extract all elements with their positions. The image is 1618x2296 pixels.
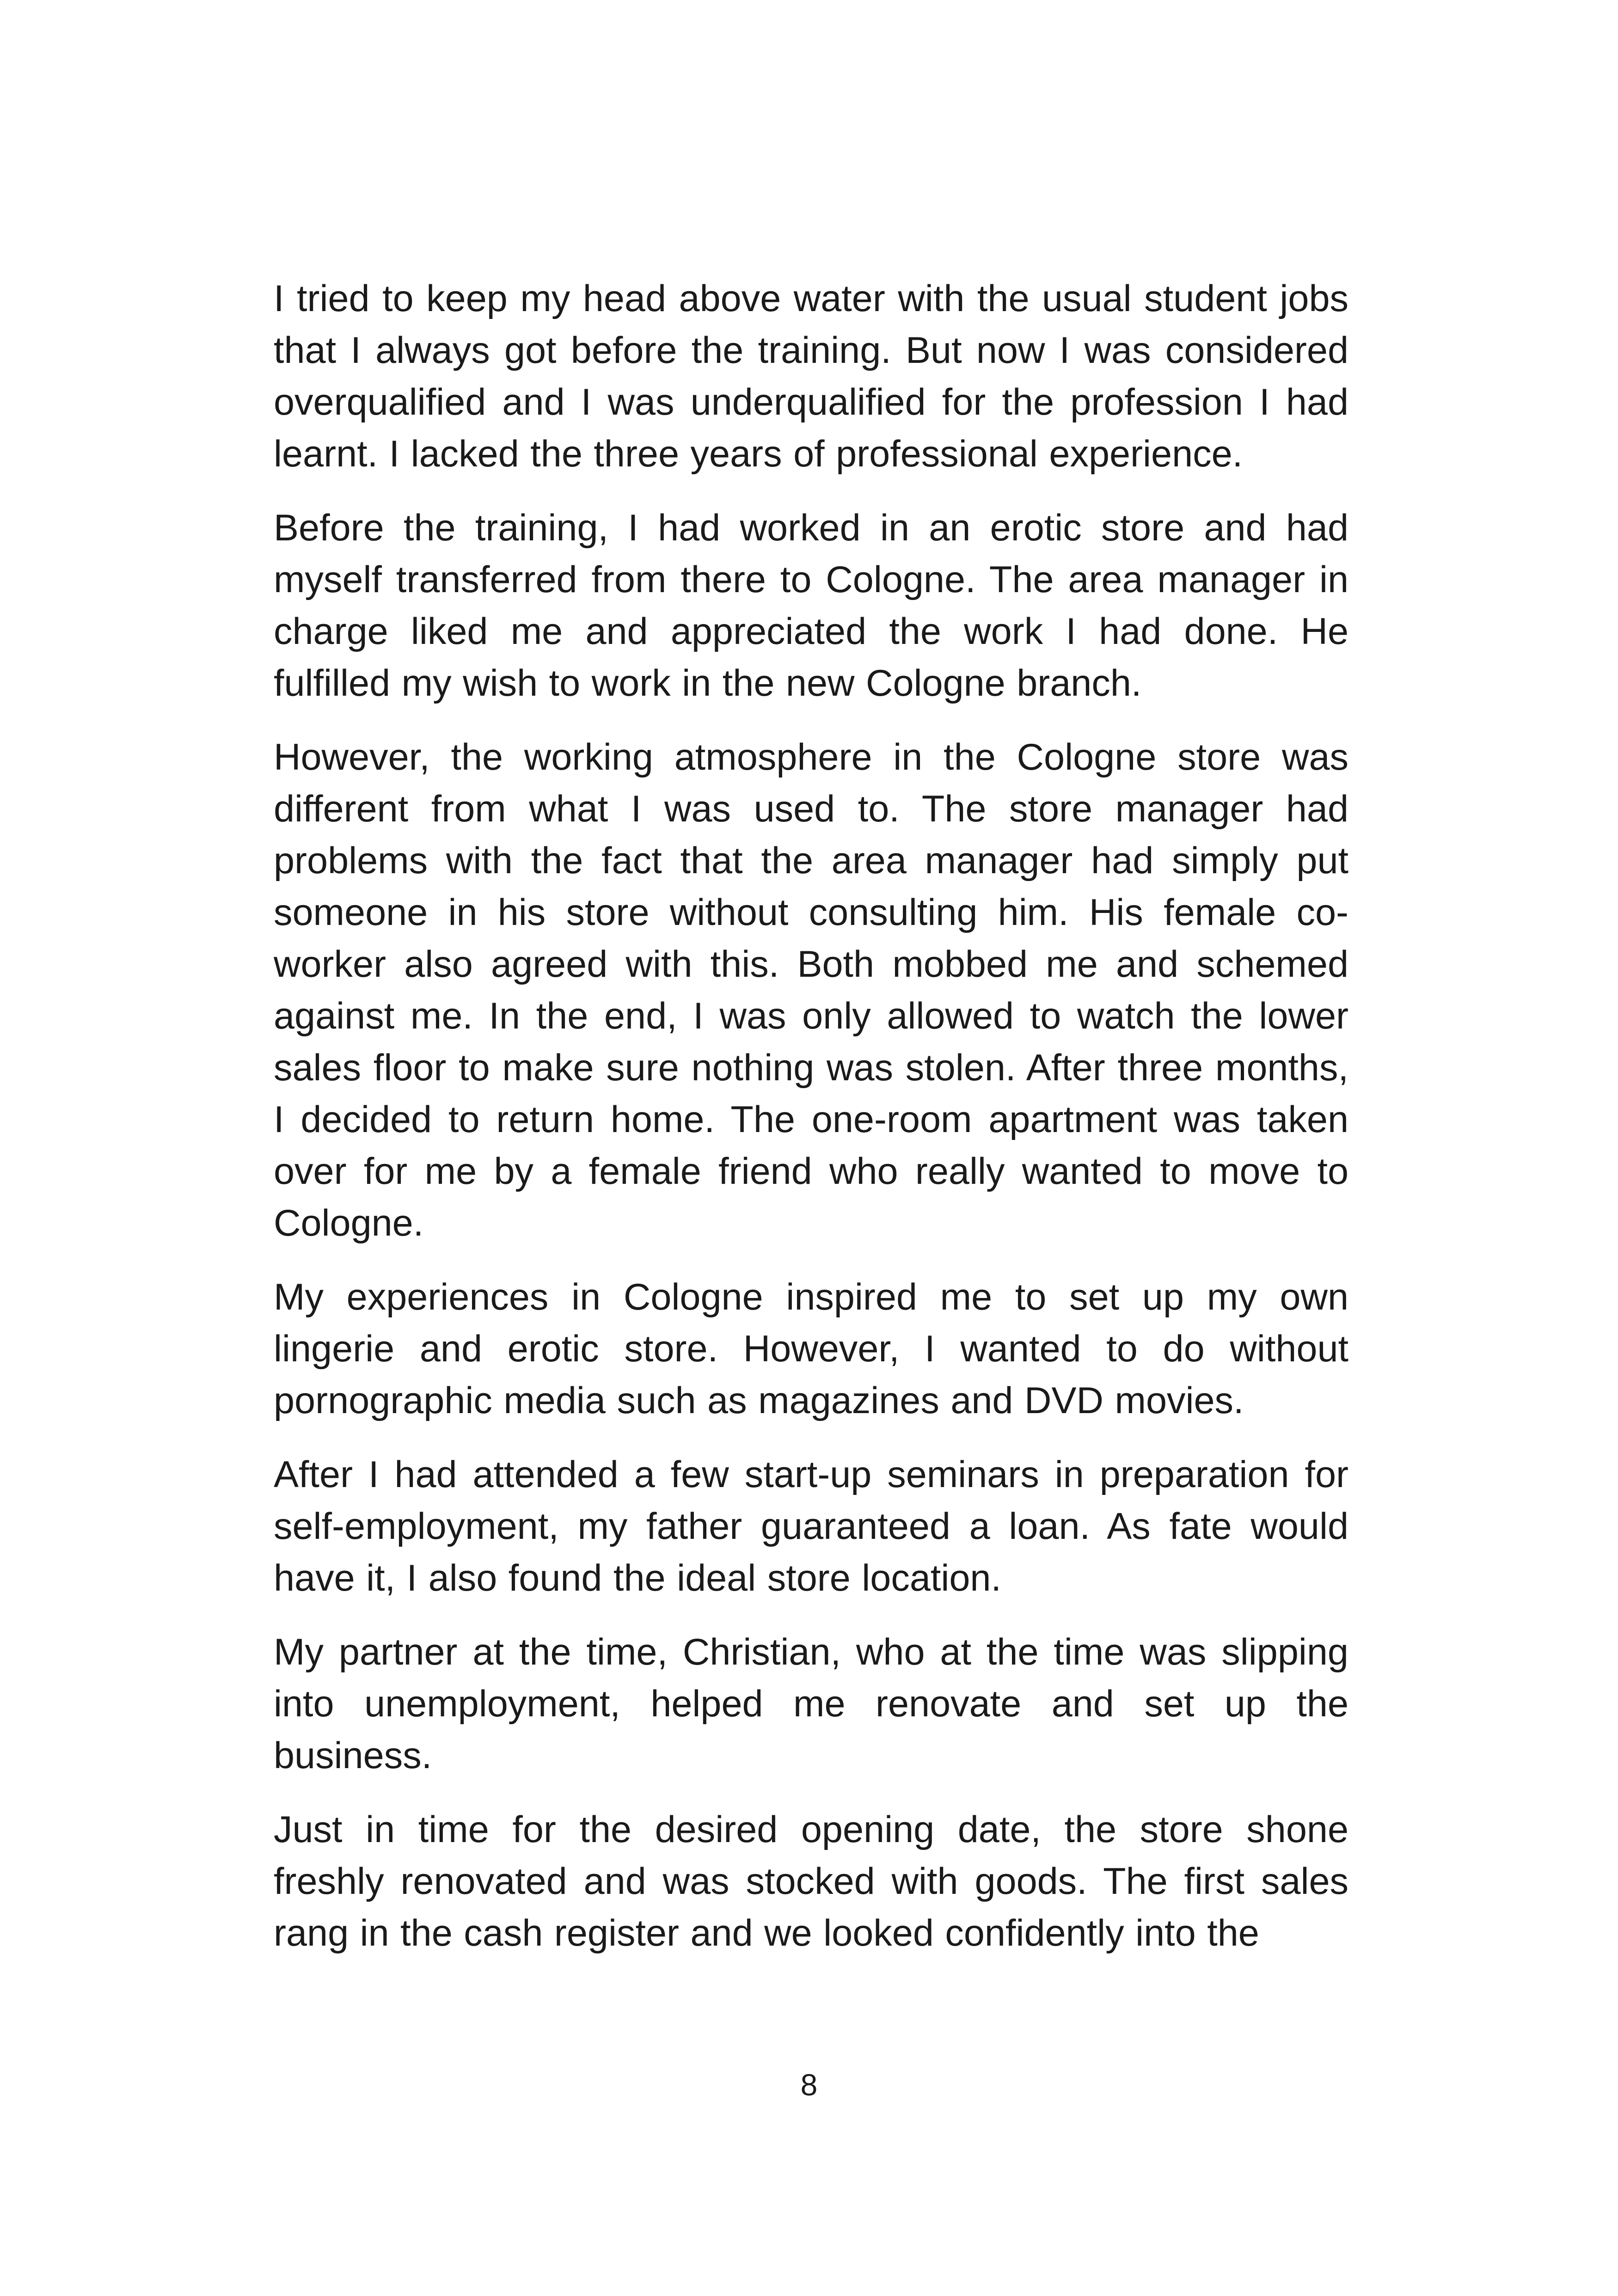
body-text (274, 273, 1348, 1981)
page-number: 8 (800, 2068, 818, 2102)
paragraph-4: My experiences in Cologne inspired me to set up my own lingerie and erotic store. However, I wanted to do without pornographic media such as magazines and DVD movies. (274, 1276, 1348, 1421)
paragraph-3: However, the working atmosphere in the Cologne store was different from what I was used to. The store manager had problems with the fact that the area manager had simply put someone in his store without consulting him. His female co-worker also agreed with this. Both mobbed me and schemed against me. In the end, I was only allowed to watch the lower sales floor to make sure nothing was stolen. After three months, I decided to return home. The one-room apartment was taken over for me by a female friend who really wanted to move to Cologne. (274, 736, 1348, 1244)
paragraph-7: Just in time for the desired opening date, the store shone freshly renovated and was stocked with goods. The first sales rang in the cash register and we looked confidently into the (274, 1809, 1348, 1954)
paragraph-5: After I had attended a few start-up seminars in preparation for self-employment, my father guaranteed a loan. As fate would have it, I also found the ideal store location. (274, 1454, 1348, 1599)
paragraph-1: I tried to keep my head above water with the usual student jobs that I always got before the training. But now I was considered overqualified and I was underqualified for the profession I had learnt. I lacked the three years of professional experience. (274, 278, 1348, 475)
paragraph-2: Before the training, I had worked in an erotic store and had myself transferred from there to Cologne. The area manager in charge liked me and appreciated the work I had done. He fulfilled my wish to work in the new Cologne branch. (274, 507, 1348, 704)
paragraph-6: My partner at the time, Christian, who at the time was slipping into unemployment, helped me renovate and set up the business. (274, 1631, 1348, 1776)
